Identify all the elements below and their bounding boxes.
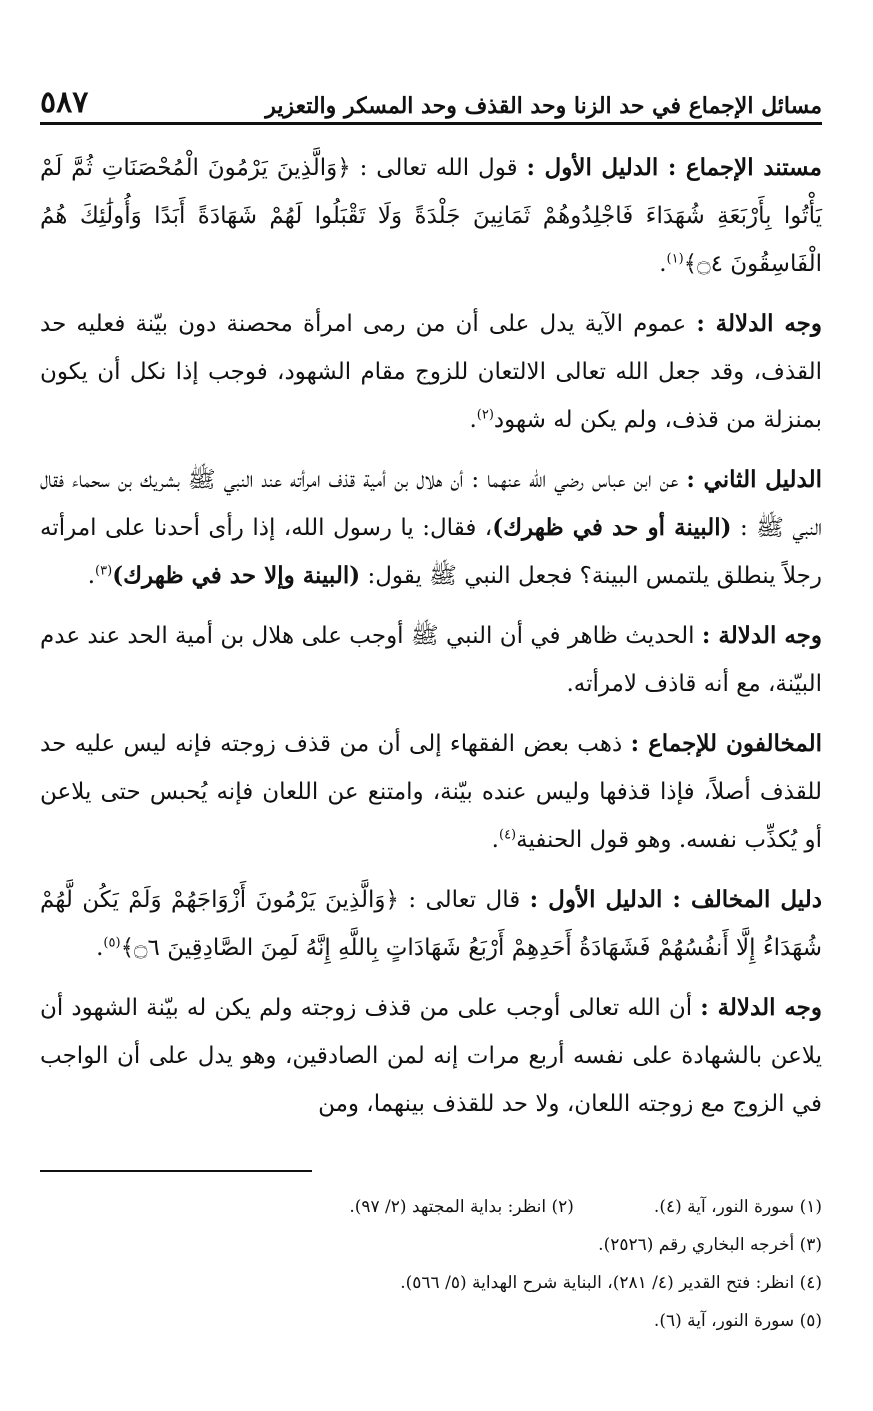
hadith-quote: (البينة أو حد في ظهرك)	[492, 514, 732, 541]
verse-intro: قال تعالى :	[408, 887, 521, 913]
paragraph-heading: المخالفون للإجماع :	[630, 730, 823, 757]
paragraph-evidence-aspect-verse	[40, 984, 822, 1128]
paragraph-heading: وجه الدلالة :	[700, 994, 823, 1021]
paragraph-second-evidence: الدليل الثاني : عن ابن عباس رضي الله عنهما : أن هلال بن أمية قذف امرأته عند النبي ﷺ بشريك بن سحماء فقال النبي ﷺ : (البينة أو حد في ظهرك)، فقال: يا رسول الله، إذا رأى أحدنا على امرأته رجلاً ينطلق يلتمس البينة؟ فجعل النبي ﷺ يقول: (البينة وإلا حد في ظهرك)$^{(٣)}$.	[40, 466, 822, 589]
paragraph-heading: وجه الدلالة :	[696, 310, 822, 337]
footnote-row	[40, 1188, 822, 1226]
footnote-1: (١) سورة النور، آية (٤).	[653, 1197, 822, 1217]
quran-verse: ﴿وَالَّذِينَ يَرْمُونَ الْمُحْصَنَاتِ ثُمَّ لَمْ يَأْتُوا بِأَرْبَعَةِ شُهَدَاءَ فَاجْلِدُوهُمْ ثَمَانِينَ جَلْدَةً وَلَا تَقْبَلُوا لَهُمْ شَهَادَةً أَبَدًا وَأُولَٰئِكَ هُمُ الْفَاسِقُونَ ۝٤﴾	[40, 155, 822, 277]
verse-intro: قول الله تعالى :	[359, 155, 518, 181]
hadith-quote: (البينة وإلا حد في ظهرك)	[112, 562, 361, 589]
paragraph-dissenters: المخالفون للإجماع : ذهب بعض الفقهاء إلى أن من قذف زوجته فإنه ليس عليه حد للقذف أصلاً، فإذا قذفها وليس عنده بيّنة، وامتنع عن اللعان فإنه يُحبس حتى يلاعن أو يُكذِّب نفسه. وهو قول الحنفية$^{(٤)}$.	[40, 730, 823, 853]
page-number: ٥٨٧	[40, 85, 89, 120]
page-header	[40, 66, 822, 118]
main-text	[40, 144, 822, 1140]
quran-verse: ﴿وَالَّذِينَ يَرْمُونَ أَزْوَاجَهُمْ وَلَمْ يَكُن لَّهُمْ شُهَدَاءُ إِلَّا أَنفُسُهُمْ فَشَهَادَةُ أَحَدِهِمْ أَرْبَعُ شَهَادَاتٍ بِاللَّهِ إِنَّهُ لَمِنَ الصَّادِقِينَ ۝٦﴾	[40, 887, 822, 961]
paragraph-text: عموم الآية يدل على أن من رمى امرأة محصنة دون بيّنة فعليه حد القذف، وقد جعل الله تعالى الالتعان للزوج مقام الشهود، فوجب إذا نكل أن يكون بمنزلة من قذف، ولم يكن له شهود	[40, 311, 822, 433]
footnotes	[40, 1188, 822, 1340]
paragraph-consensus-basis: مستند الإجماع : الدليل الأول : قول الله تعالى : ﴿وَالَّذِينَ يَرْمُونَ الْمُحْصَنَاتِ ثُمَّ لَمْ يَأْتُوا بِأَرْبَعَةِ شُهَدَاءَ فَاجْلِدُوهُمْ ثَمَانِينَ جَلْدَةً وَلَا تَقْبَلُوا لَهُمْ شَهَادَةً أَبَدًا وَأُولَٰئِكَ هُمُ الْفَاسِقُونَ ۝٤﴾$^{(١)}$.	[40, 154, 823, 277]
paragraph-heading: مستند الإجماع : الدليل الأول :	[526, 154, 823, 181]
paragraph-text: ذهب بعض الفقهاء إلى أن من قذف زوجته فإنه ليس عليه حد للقذف أصلاً، فإذا قذفها وليس عنده بيّنة، وامتنع عن اللعان فإنه يُحبس حتى يلاعن أو يُكذِّب نفسه. وهو قول الحنفية	[40, 731, 822, 853]
footnote-ref: (١)	[666, 251, 684, 267]
paragraph-heading: دليل المخالف : الدليل الأول :	[529, 886, 822, 913]
paragraph-heading: الدليل الثاني :	[686, 466, 822, 493]
footnote-3: (٣) أخرجه البخاري رقم (٢٥٢٦).	[598, 1235, 822, 1255]
paragraph-dissenter-evidence: دليل المخالف : الدليل الأول : قال تعالى : ﴿وَالَّذِينَ يَرْمُونَ أَزْوَاجَهُمْ وَلَمْ يَكُن لَّهُمْ شُهَدَاءُ إِلَّا أَنفُسُهُمْ فَشَهَادَةُ أَحَدِهِمْ أَرْبَعُ شَهَادَاتٍ بِاللَّهِ إِنَّهُ لَمِنَ الصَّادِقِينَ ۝٦﴾$^{(٥)}$.	[40, 886, 822, 961]
paragraph-text: الحديث ظاهر في أن النبي ﷺ أوجب على هلال بن أمية الحد عند عدم البيّنة، مع أنه قاذف لامرأته.	[40, 623, 822, 697]
footnote-ref: (٤)	[498, 827, 517, 843]
footnote-ref: (٢)	[476, 407, 494, 423]
footnote-divider	[40, 1170, 312, 1172]
paragraph-text: أن الله تعالى أوجب على من قذف زوجته ولم يكن له بيّنة الشهود أن يلاعن بالشهادة على نفسه أربع مرات إنه لمن الصادقين، وهو يدل على أن الواجب في الزوج مع زوجته اللعان، ولا حد للقذف بينهما، ومن	[40, 995, 822, 1117]
footnote-ref: (٥)	[103, 935, 121, 951]
paragraph-text: ، فقال: يا رسول الله، إذا رأى أحدنا على امرأته رجلاً ينطلق يلتمس البينة؟ فجعل النبي ﷺ يقول:	[40, 515, 822, 589]
header-divider	[40, 122, 822, 125]
paragraph-heading: وجه الدلالة :	[701, 622, 823, 649]
footnote-5: (٥) سورة النور، آية (٦).	[653, 1311, 822, 1331]
paragraph-evidence-aspect-hadith	[40, 612, 822, 708]
footnote-ref: (٣)	[95, 563, 113, 579]
footnote-2: (٢) انظر: بداية المجتهد (٢/ ٩٧).	[349, 1197, 574, 1217]
footnote-4: (٤) انظر: فتح القدير (٤/ ٢٨١)، البناية شرح الهداية (٥/ ٥٦٦).	[400, 1273, 822, 1293]
running-title: مسائل الإجماع في حد الزنا وحد القذف وحد المسكر والتعزير	[265, 92, 822, 119]
book-page	[40, 66, 822, 1366]
paragraph-text: عن ابن عباس رضي الله عنهما : أن هلال بن أمية قذف امرأته عند النبي ﷺ بشريك بن سحماء فقال النبي ﷺ :	[40, 467, 822, 541]
paragraph-evidence-aspect: وجه الدلالة : عموم الآية يدل على أن من رمى امرأة محصنة دون بيّنة فعليه حد القذف، وقد جعل الله تعالى الالتعان للزوج مقام الشهود، فوجب إذا نكل أن يكون بمنزلة من قذف، ولم يكن له شهود$^{(٢)}$.	[40, 310, 822, 433]
